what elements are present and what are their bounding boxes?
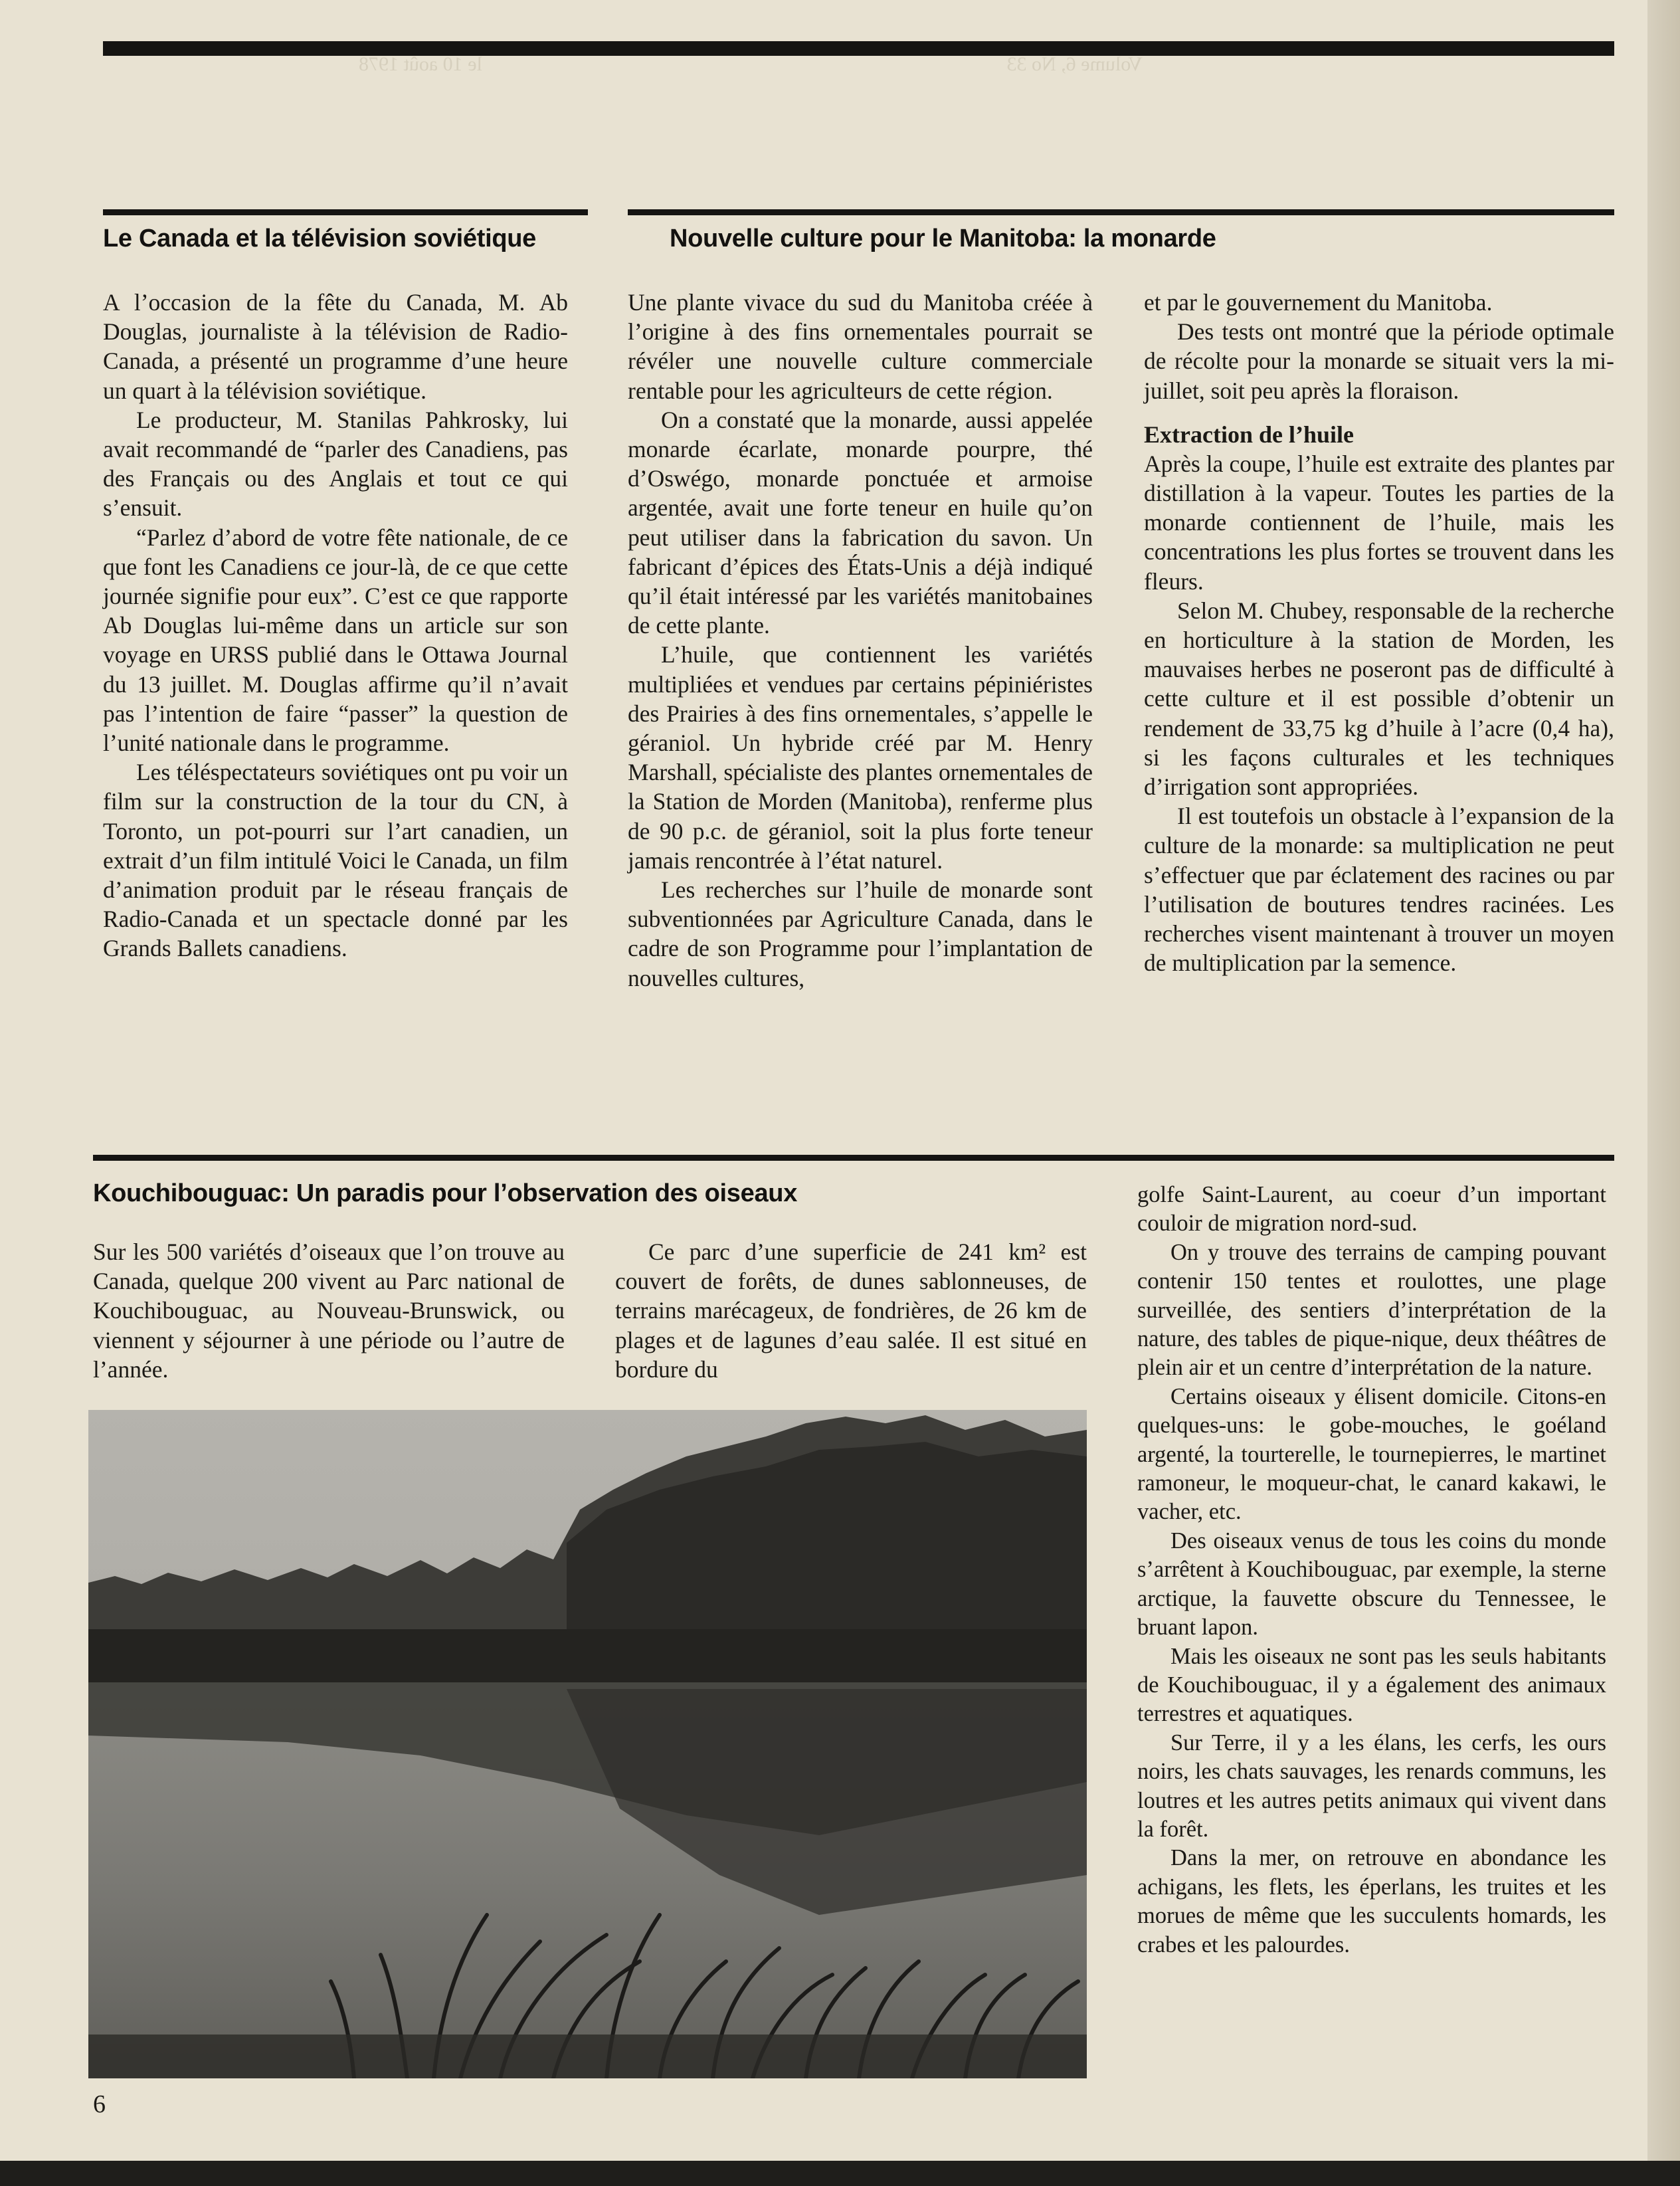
ghost-header-right: le 10 août 1978: [359, 53, 482, 75]
article2-column-1: [628, 288, 1093, 993]
page-number: 6: [93, 2090, 106, 2118]
lake-forest-photo: [88, 1410, 1087, 2078]
article3-paragraph: Sur les 500 variétés d’oiseaux que l’on trouve au Canada, quelque 200 vivent au Parc national de Kouchibouguac, au Nouveau-Brunswick, ou viennent y séjourner à une période ou l’autre de l’année.: [93, 1239, 565, 1383]
article2-subheading: Extraction de l’huile: [1144, 421, 1354, 448]
article3-paragraph: golfe Saint-Laurent, au coeur d’un important couloir de migration nord-sud.: [1137, 1182, 1606, 1237]
article3-paragraph: Certains oiseaux y élisent domicile. Citons-en quelques-uns: le gobe-mouches, le goéland argenté, la tourterelle, le tournepierres, le martinet ramoneur, le moqueur-chat, le canard kakawi, le vacher, etc.: [1137, 1383, 1606, 1525]
article2-paragraph: Des tests ont montré que la période optimale de récolte pour la monarde se situait vers la mi-juillet, soit peu après la floraison.: [1144, 318, 1614, 404]
article3-paragraph: Dans la mer, on retrouve en abondance les achigans, les flets, les éperlans, les truites et les morues de même que les succulents homards, les crabes et les palourdes.: [1137, 1845, 1606, 1957]
article3-paragraph: Des oiseaux venus de tous les coins du monde s’arrêtent à Kouchibouguac, par exemple, la sterne arctique, la fauvette obscure du Tennessee, le bruant lapon.: [1137, 1528, 1606, 1640]
article3-paragraph: Ce parc d’une superficie de 241 km² est couvert de forêts, de dunes sablonneuses, de terrains marécageux, de fondrières, de 26 km de plages et de lagunes d’eau salée. Il est situé en bordure du: [615, 1239, 1087, 1383]
article3-paragraph: Mais les oiseaux ne sont pas les seuls habitants de Kouchibouguac, il y a également des animaux terrestres et aquatiques.: [1137, 1643, 1606, 1727]
ghost-header-left: Volume 6, No 33: [1006, 53, 1143, 75]
article2-title: Nouvelle culture pour le Manitoba: la monarde: [670, 225, 1216, 252]
article1-paragraph: Les téléspectateurs soviétiques ont pu voir un film sur la construction de la tour du CN, à Toronto, un pot-pourri sur l’art canadien, un extrait d’un film intitulé Voici le Canada, un film d’animation produit par le réseau français de Radio-Canada et un spectacle donné par les Grands Ballets canadiens.: [103, 759, 568, 962]
article3-rule: [93, 1155, 1614, 1161]
article1-paragraph: “Parlez d’abord de votre fête nationale, de ce que font les Canadiens ce jour-là, de ce que cette journée signifie pour eux”. C’est ce que rapporte Ab Douglas lui-même dans un article sur son voyage en URSS publié dans le Ottawa Journal du 13 juillet. M. Douglas affirme qu’il n’avait pas l’intention de faire “passer” la question de l’unité nationale dans le programme.: [103, 524, 568, 757]
article1-rule: [103, 209, 588, 215]
article1-paragraph: A l’occasion de la fête du Canada, M. Ab Douglas, journaliste à la télévision de Radio-Canada, a présenté un programme d’une heure un quart à la télévision soviétique.: [103, 289, 568, 404]
article3-column-2: [615, 1237, 1087, 1384]
article2-paragraph: Après la coupe, l’huile est extraite des plantes par distillation à la vapeur. Toutes les parties de la monarde contiennent de l’huile, mais les concentrations les plus fortes se trouvent dans les fleurs.: [1144, 450, 1614, 595]
article2-paragraph: Les recherches sur l’huile de monarde sont subventionnées par Agriculture Canada, dans le cadre de son Programme pour l’implantation de nouvelles cultures,: [628, 876, 1093, 991]
article2-paragraph: Selon M. Chubey, responsable de la recherche en horticulture à la station de Morden, les mauvaises herbes ne poseront pas de difficulté à cette culture et il est possible d’obtenir un rendement de 33,75 kg d’huile à l’acre (0,4 ha), si les façons culturales et les techniques d’irrigation sont appropriées.: [1144, 597, 1614, 801]
bottom-band: [0, 2161, 1680, 2186]
article3-paragraph: On y trouve des terrains de camping pouvant contenir 150 tentes et roulottes, une plage surveillée, des sentiers d’interprétation de la nature, des tables de pique-nique, deux théâtres de plein air et un centre d’interprétation de la nature.: [1137, 1239, 1606, 1381]
article3-title: Kouchibouguac: Un paradis pour l’observation des oiseaux: [93, 1179, 798, 1207]
article2-paragraph: Il est toutefois un obstacle à l’expansion de la culture de la monarde: sa multiplication ne peut s’effectuer que par éclatement des racines ou par l’utilisation de boutures tendres racinées. Les recherches visent maintenant à trouver un moyen de multiplication par la semence.: [1144, 803, 1614, 977]
article2-paragraph: On a constaté que la monarde, aussi appelée monarde écarlate, monarde pourpre, thé d’Oswégo, monarde ponctuée et armoise argentée, avait une forte teneur en huile qu’on peut utiliser dans la fabrication du savon. Un fabricant d’épices des États-Unis a déjà indiqué qu’il était intéressé par les variétés manitobaines de cette plante.: [628, 406, 1093, 639]
bleed-through-header: [359, 53, 1143, 86]
article2-column-2: [1144, 288, 1614, 977]
article2-paragraph: Une plante vivace du sud du Manitoba créée à l’origine à des fins ornementales pourrait se révéler une nouvelle culture commerciale rentable pour les agriculteurs de cette région.: [628, 289, 1093, 404]
article2-paragraph: L’huile, que contiennent les variétés multipliées et vendues par certains pépiniéristes des Prairies à des fins ornementales, s’appelle le géraniol. Un hybride créé par M. Henry Marshall, spécialiste des plantes ornementales de la Station de Morden (Manitoba), renferme plus de 90 p.c. de géraniol, soit la plus forte teneur jamais rencontrée à l’état naturel.: [628, 641, 1093, 874]
article3-column-3: [1137, 1181, 1606, 1959]
article3-paragraph: Sur Terre, il y a les élans, les cerfs, les ours noirs, les chats sauvages, les renards communs, les loutres et les autres petits animaux qui vivent dans la forêt.: [1137, 1730, 1606, 1842]
page-edge: [1647, 0, 1680, 2186]
article2-rule: [628, 209, 1614, 215]
article1-paragraph: Le producteur, M. Stanilas Pahkrosky, lui avait recommandé de “parler des Canadiens, pas des Français ou des Anglais et tout ce qui s’ensuit.: [103, 406, 568, 522]
article1-body: [103, 288, 568, 963]
article2-paragraph: et par le gouvernement du Manitoba.: [1144, 289, 1493, 316]
article1-title: Le Canada et la télévision soviétique: [103, 225, 537, 252]
article3-column-1: [93, 1237, 565, 1384]
